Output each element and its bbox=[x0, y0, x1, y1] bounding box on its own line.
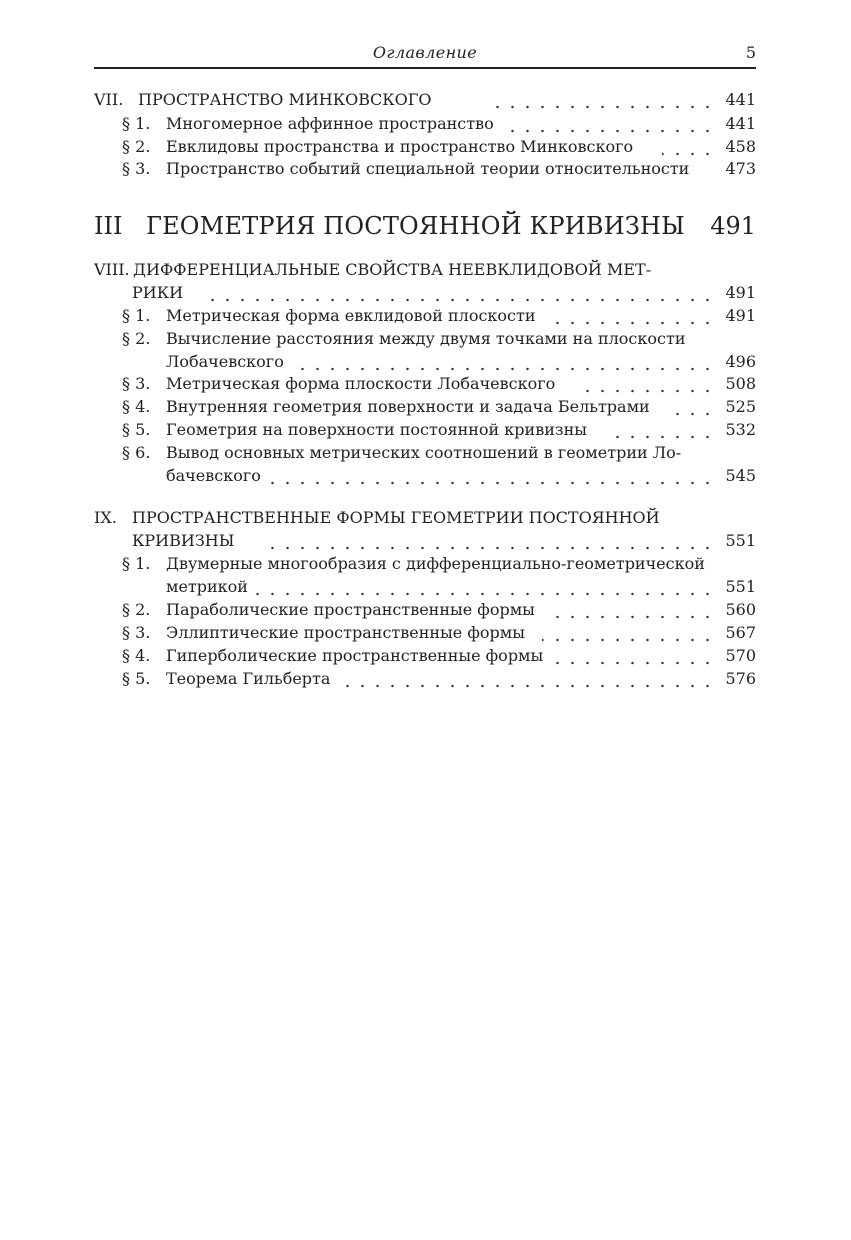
toc-section-ix-1-line-1[interactable] bbox=[94, 553, 756, 575]
section-number: § 5. bbox=[122, 420, 151, 439]
dot-leader bbox=[489, 89, 716, 111]
toc-section-viii-3[interactable] bbox=[94, 373, 756, 395]
page-number: 551 bbox=[717, 530, 756, 552]
part-number: III bbox=[94, 212, 123, 240]
toc-chapter-ix-title-line-1[interactable] bbox=[94, 507, 756, 529]
toc-chapter-vii[interactable] bbox=[94, 89, 756, 111]
dot-leader bbox=[574, 373, 716, 395]
chapter-number: VIII. bbox=[94, 260, 130, 279]
page-number: 441 bbox=[717, 113, 756, 135]
section-title: Метрическая форма плоскости Лобачевского bbox=[166, 374, 556, 393]
section-title: Внутренняя геометрия поверхности и задача Бельтрами bbox=[166, 397, 650, 416]
section-title: Метрическая форма евклидовой плоскости bbox=[166, 306, 536, 325]
section-number: § 2. bbox=[122, 329, 151, 348]
toc-chapter-viii-title-line-1[interactable] bbox=[94, 259, 756, 281]
running-header-title: Оглавление bbox=[372, 43, 478, 62]
page-number: 441 bbox=[717, 89, 756, 111]
section-number: § 3. bbox=[122, 374, 151, 393]
dot-leader bbox=[556, 305, 716, 327]
running-header-page-number: 5 bbox=[745, 43, 756, 62]
toc-section-viii-4[interactable] bbox=[94, 396, 756, 418]
chapter-number: IX. bbox=[94, 508, 117, 527]
dot-leader bbox=[542, 622, 716, 644]
toc-section-ix-5[interactable] bbox=[94, 668, 756, 690]
page-number: 560 bbox=[717, 599, 756, 621]
dot-leader bbox=[342, 668, 716, 690]
section-title: Многомерное аффинное пространство bbox=[166, 114, 494, 133]
chapter-title: ПРОСТРАНСТВО МИНКОВСКОГО bbox=[138, 90, 432, 109]
chapter-title-continued: РИКИ bbox=[132, 283, 184, 302]
page-number: 576 bbox=[717, 668, 756, 690]
section-title: Параболические пространственные формы bbox=[166, 600, 535, 619]
toc-section-vii-1[interactable] bbox=[94, 113, 756, 135]
page-number: 545 bbox=[717, 465, 756, 487]
dot-leader bbox=[510, 113, 716, 135]
section-title: Двумерные многообразия с дифференциально-геометрической bbox=[166, 554, 705, 573]
toc-section-viii-5[interactable] bbox=[94, 419, 756, 441]
dot-leader bbox=[554, 599, 716, 621]
page-number: 567 bbox=[717, 622, 756, 644]
page-number: 491 bbox=[717, 282, 756, 304]
section-number: § 3. bbox=[122, 159, 151, 178]
page-number: 551 bbox=[717, 576, 756, 598]
toc-section-viii-1[interactable] bbox=[94, 305, 756, 327]
dot-leader bbox=[606, 419, 716, 441]
section-number: § 4. bbox=[122, 397, 151, 416]
toc-section-ix-4[interactable] bbox=[94, 645, 756, 667]
page-number: 496 bbox=[717, 351, 756, 373]
section-title-continued: метрикой bbox=[166, 577, 248, 596]
section-number: § 5. bbox=[122, 669, 151, 688]
dot-leader bbox=[674, 396, 716, 418]
chapter-title: ПРОСТРАНСТВЕННЫЕ ФОРМЫ ГЕОМЕТРИИ ПОСТОЯННОЙ bbox=[132, 508, 660, 527]
page-number: 473 bbox=[717, 158, 756, 180]
page-number: 532 bbox=[717, 419, 756, 441]
section-number: § 1. bbox=[122, 554, 151, 573]
toc-section-viii-2-line-1[interactable] bbox=[94, 328, 756, 350]
dot-leader bbox=[556, 645, 716, 667]
running-header bbox=[94, 40, 756, 69]
section-number: § 2. bbox=[122, 137, 151, 156]
toc-chapter-ix-title-line-2[interactable] bbox=[94, 530, 756, 552]
chapter-number: VII. bbox=[94, 90, 124, 109]
toc-section-vii-3[interactable] bbox=[94, 158, 756, 180]
section-number: § 3. bbox=[122, 623, 151, 642]
chapter-title: ДИФФЕРЕНЦИАЛЬНЫЕ СВОЙСТВА НЕЕВКЛИДОВОЙ МЕТ- bbox=[133, 260, 652, 279]
section-number: § 1. bbox=[122, 306, 151, 325]
part-page-number: 491 bbox=[710, 212, 756, 240]
section-number: § 1. bbox=[122, 114, 151, 133]
toc-section-ix-2[interactable] bbox=[94, 599, 756, 621]
section-title: Геометрия на поверхности постоянной кривизны bbox=[166, 420, 587, 439]
page-number: 525 bbox=[717, 396, 756, 418]
section-title: Эллиптические пространственные формы bbox=[166, 623, 525, 642]
page-number: 570 bbox=[717, 645, 756, 667]
section-number: § 4. bbox=[122, 646, 151, 665]
page-number: 508 bbox=[717, 373, 756, 395]
section-title-continued: бачевского bbox=[166, 466, 261, 485]
dot-leader bbox=[662, 136, 716, 158]
toc-section-ix-1-line-2[interactable] bbox=[94, 576, 756, 598]
part-title: ГЕОМЕТРИЯ ПОСТОЯННОЙ КРИВИЗНЫ bbox=[146, 212, 685, 240]
section-number: § 2. bbox=[122, 600, 151, 619]
toc-chapter-viii-title-line-2[interactable] bbox=[94, 282, 756, 304]
chapter-title-continued: КРИВИЗНЫ bbox=[132, 531, 235, 550]
dot-leader bbox=[269, 465, 716, 487]
dot-leader bbox=[254, 576, 716, 598]
section-title-continued: Лобачевского bbox=[166, 352, 284, 371]
toc-section-ix-3[interactable] bbox=[94, 622, 756, 644]
toc-section-vii-2[interactable] bbox=[94, 136, 756, 158]
dot-leader bbox=[206, 282, 716, 304]
section-title: Гиперболические пространственные формы bbox=[166, 646, 544, 665]
dot-leader bbox=[264, 530, 716, 552]
section-title: Евклидовы пространства и пространство Минковского bbox=[166, 137, 634, 156]
toc-section-viii-6-line-1[interactable] bbox=[94, 442, 756, 464]
toc-section-viii-2-line-2[interactable] bbox=[94, 351, 756, 373]
dot-leader bbox=[294, 351, 716, 373]
section-title: Вычисление расстояния между двумя точками на плоскости bbox=[166, 329, 686, 348]
section-title: Пространство событий специальной теории относительности bbox=[166, 159, 690, 178]
toc-section-viii-6-line-2[interactable] bbox=[94, 465, 756, 487]
toc-part-iii[interactable] bbox=[94, 208, 756, 244]
page-number: 491 bbox=[717, 305, 756, 327]
section-title: Теорема Гильберта bbox=[166, 669, 331, 688]
section-number: § 6. bbox=[122, 443, 151, 462]
page-number: 458 bbox=[717, 136, 756, 158]
section-title: Вывод основных метрических соотношений в геометрии Ло- bbox=[166, 443, 682, 462]
